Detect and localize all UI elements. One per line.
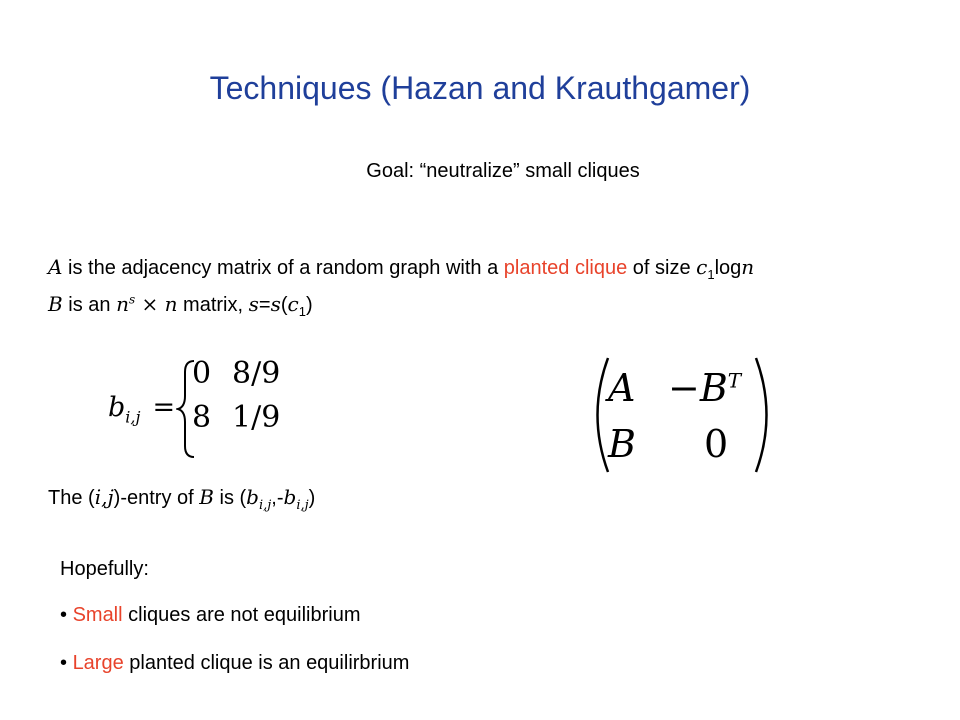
- matrix-a12-b: B: [699, 366, 728, 410]
- entry-text-3: is (: [213, 487, 247, 509]
- c-arg-subscript: 1: [298, 304, 306, 319]
- adjacency-text-2: of size: [627, 257, 697, 279]
- entry-text-1: The (: [48, 487, 95, 509]
- b-entry-subscript: i,j: [125, 407, 141, 427]
- planted-clique-highlight: planted clique: [503, 257, 628, 279]
- var-n-rows: n: [116, 292, 129, 316]
- matrix-b-text-2: matrix,: [177, 294, 249, 316]
- bullet-marker: •: [60, 652, 73, 674]
- bullet-item: [60, 652, 409, 675]
- entry-b2: b: [283, 485, 297, 509]
- entry-ij: i,j: [94, 485, 114, 509]
- var-b-entry: b: [108, 392, 126, 423]
- entry-b1: b: [246, 485, 259, 509]
- hopefully-label: Hopefully:: [60, 558, 149, 580]
- var-n: n: [741, 255, 755, 279]
- bullet-text: cliques are not equilibrium: [122, 604, 361, 626]
- var-b: B: [48, 292, 63, 316]
- case-row-2-val-a: 8: [192, 400, 212, 435]
- slide-title: Techniques (Hazan and Krauthgamer): [209, 70, 751, 106]
- minus-sign: −: [668, 366, 700, 410]
- var-s: s: [248, 292, 259, 316]
- entry-separator: ,-: [271, 487, 284, 509]
- case-row-1-val-b: 8/9: [232, 356, 281, 391]
- var-c: c: [696, 255, 708, 279]
- adjacency-line: [48, 255, 754, 282]
- b-equals: =: [152, 392, 176, 423]
- var-n-cols: n: [164, 292, 178, 316]
- equals-sign: =: [258, 294, 271, 316]
- entry-text-4: ): [308, 487, 316, 509]
- entry-b2-subscript: i,j: [296, 498, 309, 513]
- right-paren: [752, 356, 780, 474]
- matrix-a12: [668, 366, 741, 410]
- var-a: A: [48, 255, 63, 279]
- b-lhs: [108, 392, 175, 426]
- matrix-b-text-1: is an: [62, 294, 117, 316]
- case-row-2-val-b: 1/9: [232, 400, 281, 435]
- entry-var-b: B: [199, 485, 214, 509]
- case-row-1-val-a: 0: [192, 356, 212, 391]
- adjacency-text-1: is the adjacency matrix of a random graph with a: [62, 257, 504, 279]
- paren-close: ): [305, 294, 313, 316]
- entry-text-2: )-entry of: [113, 487, 200, 509]
- times-symbol: ×: [135, 292, 165, 316]
- bullet-highlight-small: Small: [72, 604, 123, 626]
- s-superscript: s: [128, 292, 136, 307]
- entry-line: [48, 485, 315, 513]
- bullet-text: planted clique is an equilirbrium: [123, 652, 410, 674]
- goal-text: Goal: “neutralize” small cliques: [366, 160, 640, 182]
- c-subscript: 1: [707, 267, 715, 282]
- var-c-arg: c: [287, 292, 299, 316]
- paren-open: (: [280, 294, 288, 316]
- matrix-a21: B: [608, 422, 636, 466]
- var-s-func: s: [270, 292, 281, 316]
- bullet-item: [60, 604, 360, 627]
- bullet-highlight-large: Large: [72, 652, 124, 674]
- log-text: log: [714, 257, 742, 279]
- matrix-a22: 0: [704, 422, 729, 466]
- bullet-marker: •: [60, 604, 73, 626]
- transpose-superscript: T: [727, 368, 742, 393]
- entry-b1-subscript: i,j: [258, 498, 272, 513]
- matrix-a11: A: [608, 366, 636, 410]
- matrix-b-line: [48, 292, 313, 319]
